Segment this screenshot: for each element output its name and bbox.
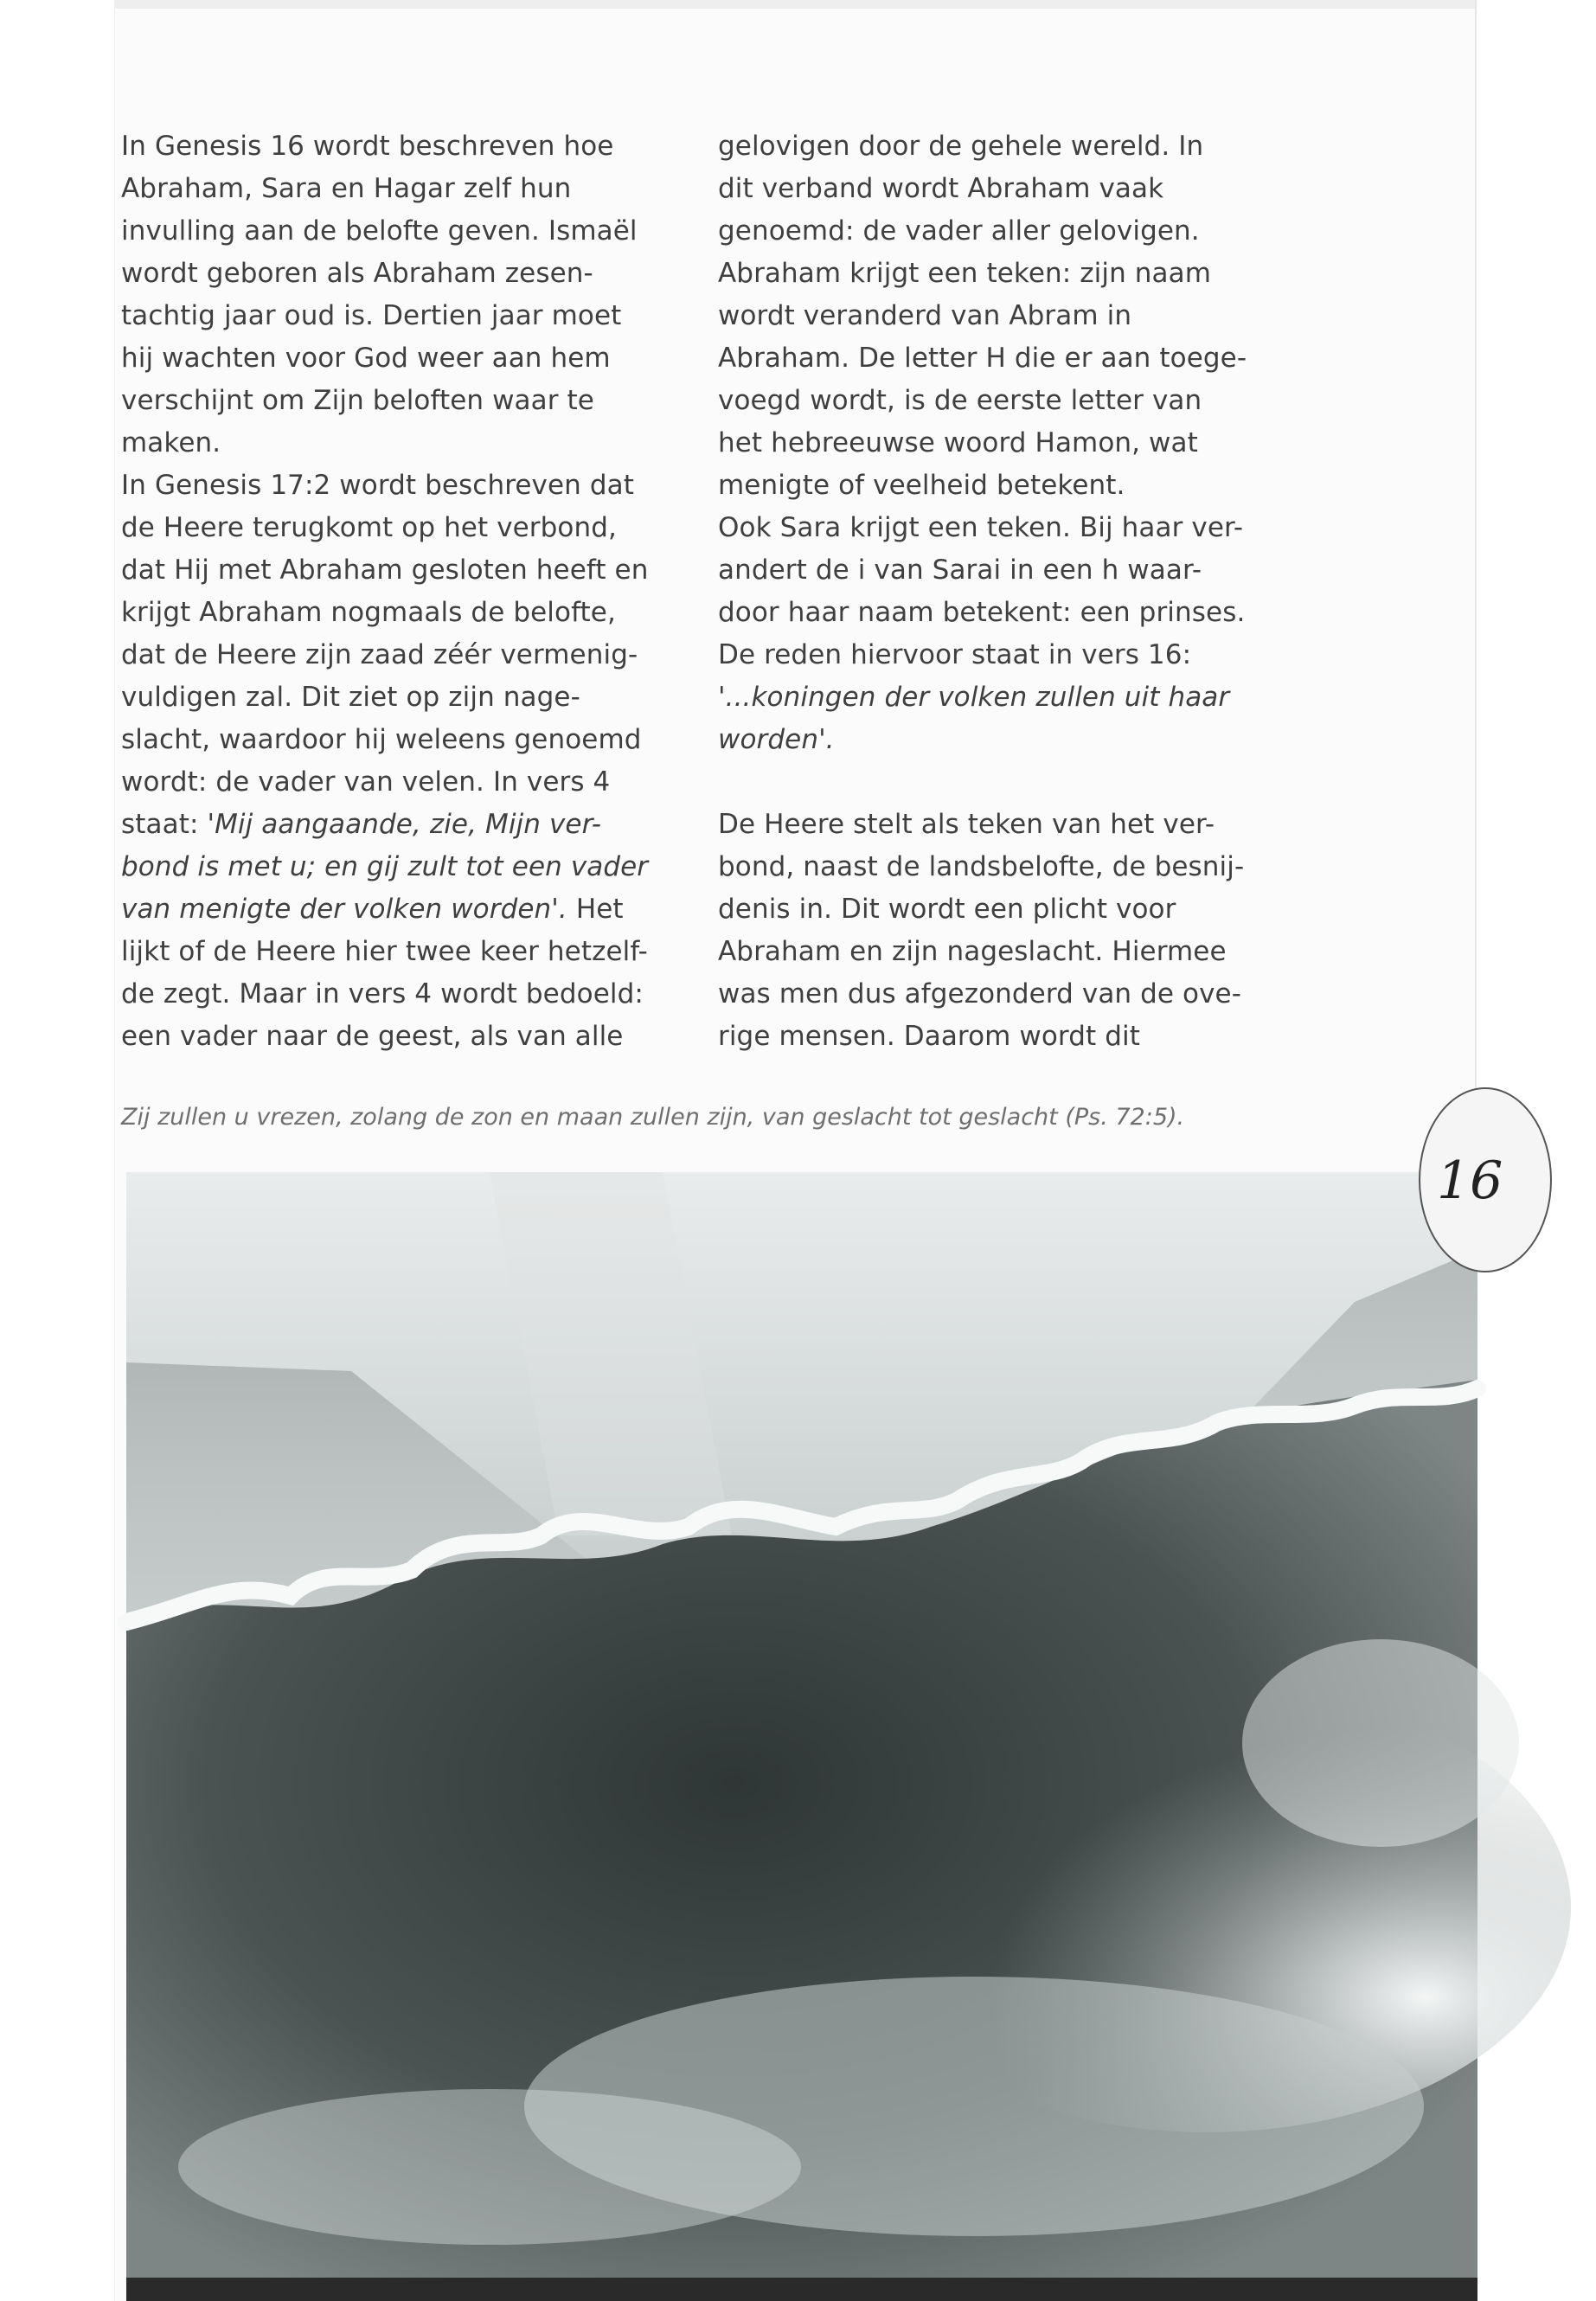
- text-line: voegd wordt, is de eerste letter van: [718, 385, 1202, 416]
- text-line: andert de i van Sarai in een h waar-: [718, 554, 1202, 586]
- text-segment: Het: [567, 894, 624, 925]
- text-line: een vader naar de geest, als van alle: [121, 1021, 624, 1052]
- text-line: denis in. Dit wordt een plicht voor: [718, 894, 1176, 925]
- sky-photo: [126, 1172, 1477, 2278]
- bible-quote: '...koningen der volken zullen uit haar: [718, 682, 1230, 713]
- text-line: de Heere terugkomt op het verbond,: [121, 512, 617, 543]
- text-line: wordt veranderd van Abram in: [718, 300, 1132, 331]
- photo-caption: Zij zullen u vrezen, zolang de zon en maan zullen zijn, van geslacht tot geslacht (Ps. 72:5).: [121, 1104, 1185, 1131]
- text-line: hij wachten voor God weer aan hem: [121, 343, 611, 374]
- text-line: Ook Sara krijgt een teken. Bij haar ver-: [718, 512, 1244, 543]
- text-line: door haar naam betekent: een prinses.: [718, 597, 1246, 628]
- text-line: Abraham en zijn nageslacht. Hiermee: [718, 936, 1227, 967]
- text-line: wordt geboren als Abraham zesen-: [121, 258, 593, 289]
- text-line: was men dus afgezonderd van de ove-: [718, 978, 1242, 1009]
- text-line: bond, naast de landsbelofte, de besnij-: [718, 851, 1245, 882]
- text-line: krijgt Abraham nogmaals de belofte,: [121, 597, 616, 628]
- bible-quote: 'Mij aangaande, zie, Mijn ver-: [207, 809, 602, 840]
- text-line: Abraham krijgt een teken: zijn naam: [718, 258, 1212, 289]
- text-line-quote-end: [121, 888, 675, 931]
- text-line: rige mensen. Daarom wordt dit: [718, 1021, 1140, 1052]
- bible-quote: bond is met u; en gij zult tot een vader: [121, 851, 649, 882]
- paragraph-gap: [718, 761, 1272, 804]
- text-line: menigte of veelheid betekent.: [718, 470, 1125, 501]
- text-line: gelovigen door de gehele wereld. In: [718, 131, 1204, 162]
- text-line: In Genesis 17:2 wordt beschreven dat: [121, 470, 634, 501]
- bible-quote: worden'.: [718, 724, 835, 755]
- page-top-edge: [115, 0, 1475, 9]
- text-line: De Heere stelt als teken van het ver-: [718, 809, 1215, 840]
- text-line: tachtig jaar oud is. Dertien jaar moet: [121, 300, 622, 331]
- text-line: Abraham, Sara en Hagar zelf hun: [121, 173, 572, 204]
- text-line: maken.: [121, 427, 221, 458]
- text-line: In Genesis 16 wordt beschreven hoe: [121, 131, 614, 162]
- text-line-quote-start: [121, 804, 675, 846]
- text-line: genoemd: de vader aller gelovigen.: [718, 215, 1200, 247]
- text-line: wordt: de vader van velen. In vers 4: [121, 766, 611, 798]
- text-segment: staat:: [121, 809, 208, 840]
- text-line: lijkt of de Heere hier twee keer hetzelf-: [121, 936, 648, 967]
- text-line: vuldigen zal. Dit ziet op zijn nage-: [121, 682, 580, 713]
- text-column-right: [718, 125, 1272, 1058]
- text-line: verschijnt om Zijn beloften waar te: [121, 385, 594, 416]
- text-column-left: [121, 125, 675, 1058]
- bright-cloud: [1242, 1639, 1519, 1847]
- text-line: de zegt. Maar in vers 4 wordt bedoeld:: [121, 978, 644, 1009]
- page-number: 16: [1437, 1150, 1503, 1211]
- page-number-tab: [1419, 1087, 1503, 1269]
- bible-quote: van menigte der volken worden'.: [121, 894, 567, 925]
- text-line: het hebreeuwse woord Hamon, wat: [718, 427, 1198, 458]
- text-line: dit verband wordt Abraham vaak: [718, 173, 1164, 204]
- text-line: dat de Heere zijn zaad zéér vermenig-: [121, 639, 638, 670]
- clouds-illustration: [126, 1172, 1477, 2278]
- text-line: slacht, waardoor hij weleens genoemd: [121, 724, 642, 755]
- text-line: dat Hij met Abraham gesloten heeft en: [121, 554, 649, 586]
- text-line: De reden hiervoor staat in vers 16:: [718, 639, 1192, 670]
- text-line: Abraham. De letter H die er aan toege-: [718, 343, 1247, 374]
- bright-cloud: [178, 2089, 801, 2245]
- photo-bottom-edge: [126, 2278, 1477, 2301]
- text-line: invulling aan de belofte geven. Ismaël: [121, 215, 638, 247]
